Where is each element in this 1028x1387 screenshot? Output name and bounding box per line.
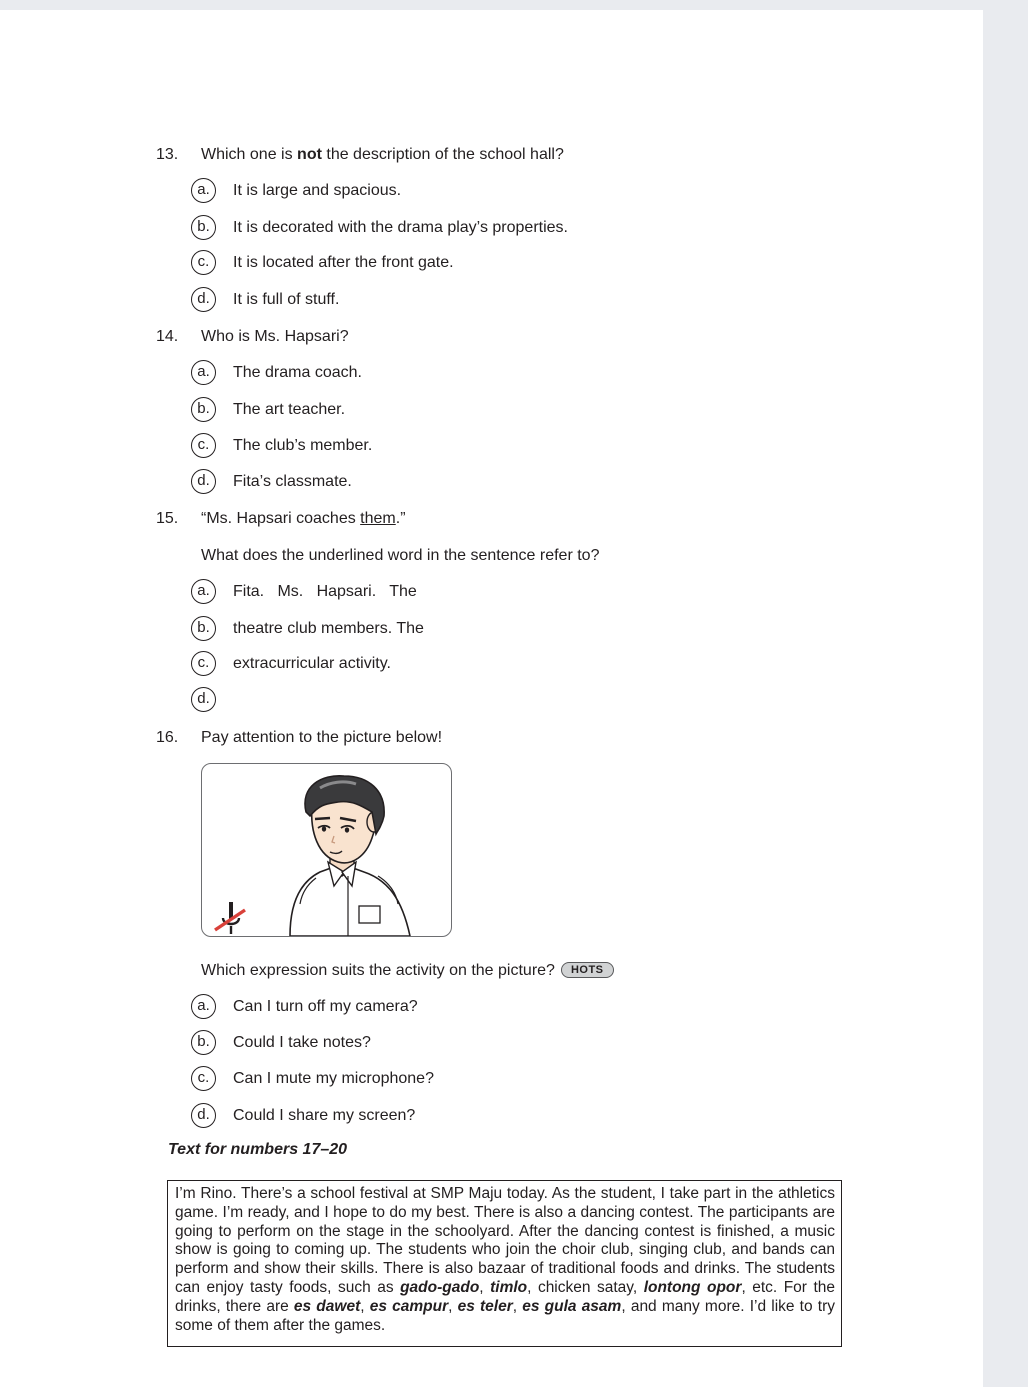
option-text: It is large and spacious. — [233, 182, 402, 199]
option-letter: b. — [191, 397, 216, 422]
option-letter: b. — [191, 1030, 216, 1055]
option-letter: d. — [191, 687, 216, 712]
option-letter: d. — [191, 469, 216, 494]
option-text: Could I take notes? — [233, 1034, 371, 1051]
option-text: Fita’s classmate. — [233, 473, 352, 490]
option-text: It is full of stuff. — [233, 291, 340, 308]
question-15-stem: What does the underlined word in the sentence refer to? — [201, 547, 600, 564]
question-number: 16. — [156, 729, 179, 746]
question-number: 13. — [156, 146, 179, 163]
worksheet-page — [0, 10, 983, 1387]
option-text: The art teacher. — [233, 401, 346, 418]
question-quote: “Ms. Hapsari coaches them.” — [201, 510, 406, 527]
option-letter: a. — [191, 579, 216, 604]
option-letter: a. — [191, 994, 216, 1019]
option-text: Fita. Ms. Hapsari. The — [233, 583, 417, 600]
hots-badge: HOTS — [561, 962, 614, 978]
question-16-prompt: Which expression suits the activity on the picture? HOTS — [201, 961, 614, 981]
option-letter: d. — [191, 287, 216, 312]
question-stem: Who is Ms. Hapsari? — [201, 328, 349, 345]
question-stem: Which one is not the description of the school hall? — [201, 146, 564, 163]
option-letter: a. — [191, 178, 216, 203]
option-text: The club’s member. — [233, 437, 373, 454]
option-letter: c. — [191, 433, 216, 458]
option-text: The drama coach. — [233, 364, 362, 381]
option-letter: c. — [191, 651, 216, 676]
student-picture — [201, 763, 452, 937]
option-text: Can I turn off my camera? — [233, 998, 418, 1015]
option-text: It is decorated with the drama play’s properties. — [233, 219, 568, 236]
question-number: 15. — [156, 510, 179, 527]
option-letter: c. — [191, 1066, 216, 1091]
option-letter: b. — [191, 215, 216, 240]
option-text: It is located after the front gate. — [233, 254, 454, 271]
underlined-word: them — [360, 510, 396, 527]
question-number: 14. — [156, 328, 179, 345]
question-stem: Pay attention to the picture below! — [201, 729, 443, 746]
option-letter: a. — [191, 360, 216, 385]
option-text: extracurricular activity. — [233, 655, 391, 672]
option-text: Can I mute my microphone? — [233, 1070, 434, 1087]
pencil-icon — [212, 900, 250, 937]
option-letter: d. — [191, 1103, 216, 1128]
passage-heading: Text for numbers 17–20 — [168, 1141, 348, 1158]
option-letter: c. — [191, 250, 216, 275]
option-text: Could I share my screen? — [233, 1107, 416, 1124]
reading-passage: I’m Rino. There’s a school festival at SMP Maju today. As the student, I take part in the athletics game. I’m ready, and I hope to do my best. There is also a dancing contest. The participants are going to perform on the stage in the schoolyard. After the dancing contest is finished, a music show is going to coming up. The students who join the choir club, singing club, and bands can perform and show their skills. There is also bazaar of traditional foods and drinks. The students can enjoy tasty foods, such as gado-gado, timlo, chicken satay, lontong opor, etc. For the drinks, there are es dawet, es campur, es teler, es gula asam, and many more. I’d like to try some of them after the games. — [167, 1180, 842, 1347]
option-letter: b. — [191, 616, 216, 641]
option-text: theatre club members. The — [233, 620, 424, 637]
